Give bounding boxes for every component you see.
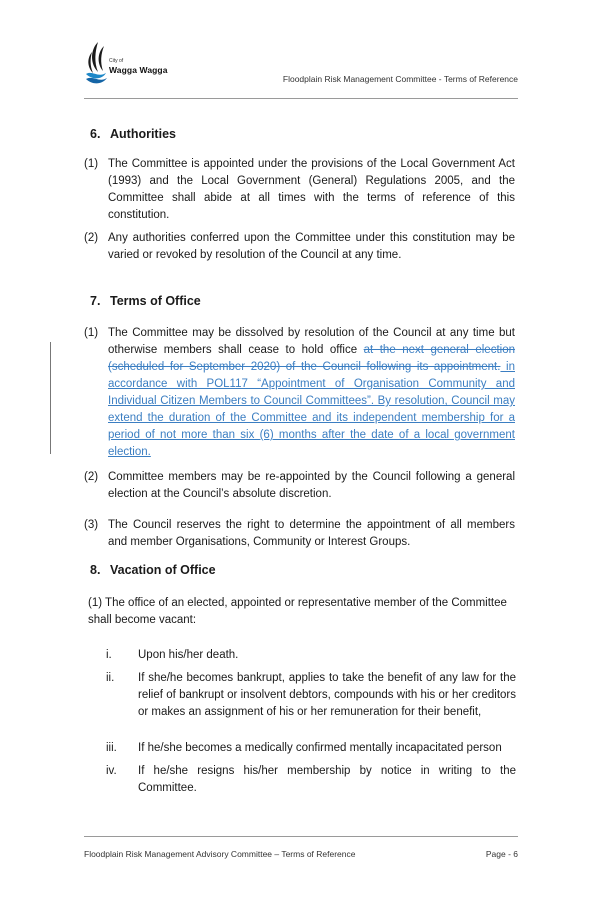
section-6-heading [90,127,176,141]
item-text [108,325,515,461]
section-7-item-2 [84,469,515,503]
plain-text: The Committee may be dissolved by resolution of the Council at any time but otherwise members shall cease to hold office [108,327,515,356]
item-text: Upon his/her death. [138,649,239,661]
section-7-heading [90,294,201,308]
header-divider [84,98,518,99]
item-text: If she/he becomes bankrupt, applies to take the benefit of any law for the relief of bankrupt or insolvent debtors, compounds with his or her creditors or makes an assignment of his or her remuneration for their benefit, [138,672,516,718]
item-number: (1) [84,327,99,339]
section-title: Authorities [110,127,176,141]
section-7-item-3 [84,517,515,551]
section-8-item-iv [106,763,516,797]
footer-divider [84,836,518,837]
section-6-item-2 [84,230,515,264]
item-text: If he/she resigns his/her membership by notice in writing to the Committee. [138,765,516,794]
logo-city-text: City of [109,58,124,64]
header-title: Floodplain Risk Management Committee - Terms of Reference [282,74,518,84]
item-text: The Council reserves the right to determine the appointment of all members and member Organisations, Community or Interest Groups. [108,519,515,548]
section-title: Vacation of Office [110,563,216,577]
section-number: 7. [90,294,101,308]
item-number: (2) [84,232,99,244]
section-8-item-ii [106,670,516,721]
inserted-text: in accordance with POL117 “Appointment of Organisation Community and Individual Citizen Members to Council Committees”. By resolution, Council may extend the duration of the Committee and its independent membership for a period of not more than six (6) months after the date of a local government election. [108,361,515,458]
section-8-heading [90,563,216,577]
item-number: iii. [106,742,117,754]
section-8-intro: (1) The office of an elected, appointed or representative member of the Committee shall become vacant: [88,597,507,626]
section-7-item-1 [84,325,515,461]
tracked-change-bar [50,342,51,454]
item-text: The Committee is appointed under the provisions of the Local Government Act (1993) and the Local Government (General) Regulations 2005, and the Committee shall abide at all times with the terms of reference of this constitution. [108,158,515,221]
item-text: Any authorities conferred upon the Committee under this constitution may be varied or revoked by resolution of the Council at any time. [108,232,515,261]
item-number: (1) [84,158,99,170]
item-number: (3) [84,519,99,531]
section-number: 6. [90,127,101,141]
item-number: iv. [106,765,117,777]
page-number: Page - 6 [485,849,518,859]
section-8-item-i [106,647,516,664]
section-number: 8. [90,563,101,577]
section-8-item-iii [106,740,516,757]
section-6-item-1 [84,156,515,224]
item-number: (2) [84,471,99,483]
city-logo-icon [84,40,184,86]
section-title: Terms of Office [110,294,201,308]
item-text: If he/she becomes a medically confirmed mentally incapacitated person [138,742,502,754]
item-number: ii. [106,672,115,684]
footer-title: Floodplain Risk Management Advisory Committee – Terms of Reference [84,849,356,859]
item-text: Committee members may be re-appointed by the Council following a general election at the Council’s absolute discretion. [108,471,515,500]
logo-name-text: Wagga Wagga [109,65,168,75]
item-number: i. [106,649,112,661]
deleted-text: at the next general election (scheduled for September 2020) of the Council following its appointment. [108,344,515,373]
